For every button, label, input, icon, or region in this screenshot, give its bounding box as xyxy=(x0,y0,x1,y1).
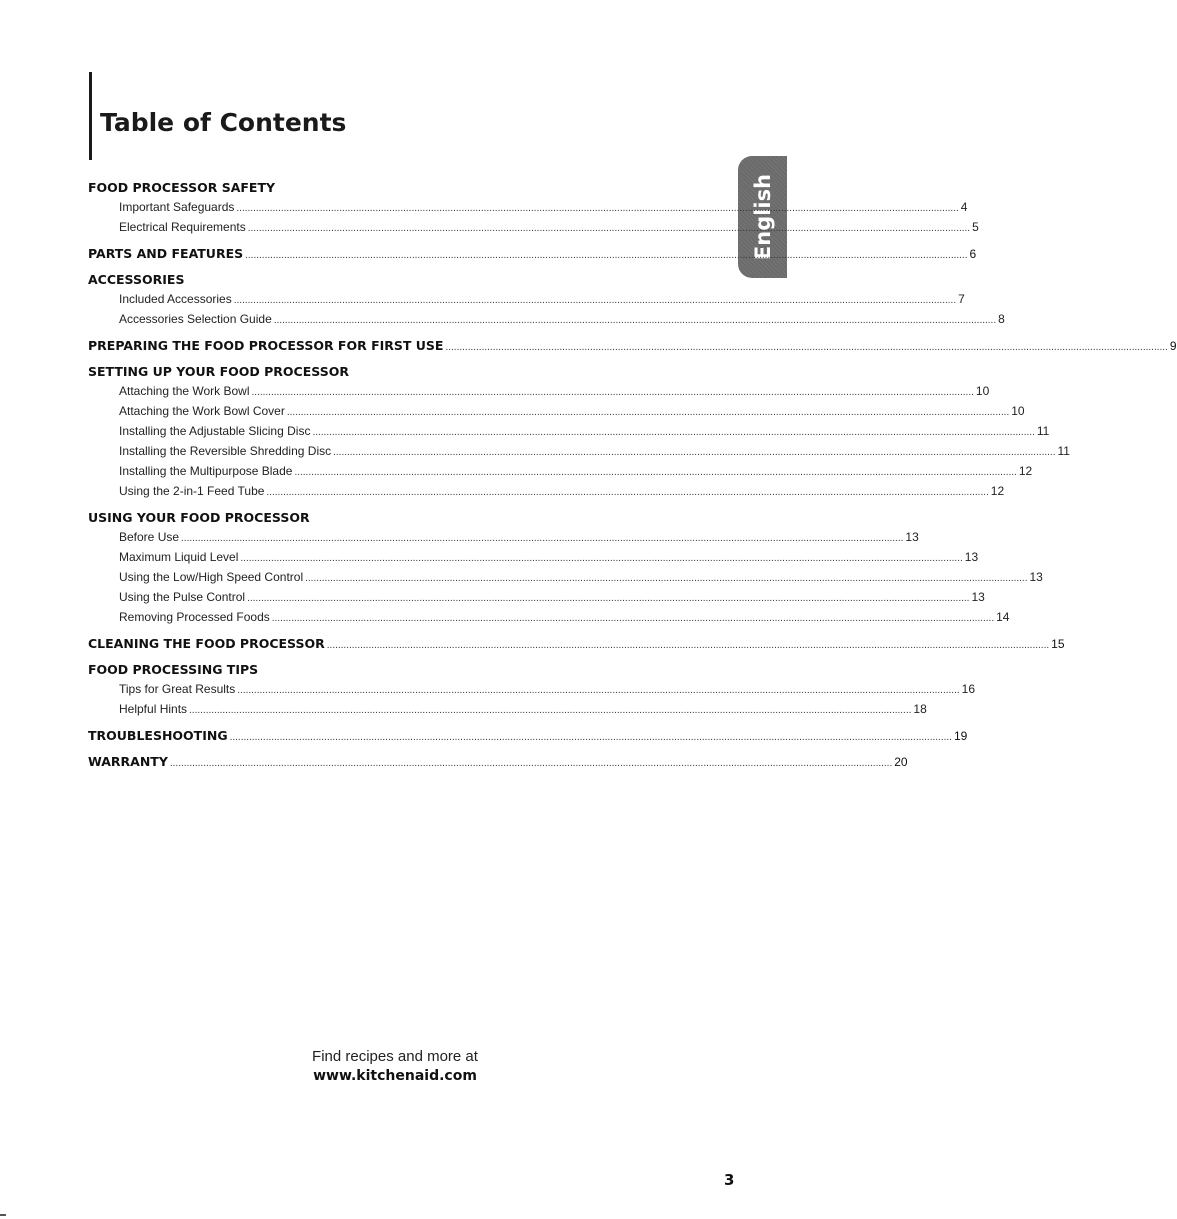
toc-entry[interactable] xyxy=(88,530,919,550)
toc-entry-label: Using the 2-in-1 Feed Tube xyxy=(119,484,265,498)
dot-leader: .................................................................................................................................................................................................................................................................... xyxy=(247,593,970,604)
language-tab-label: English xyxy=(750,173,775,261)
toc-entry[interactable] xyxy=(88,200,968,220)
toc-entry[interactable] xyxy=(88,444,1070,464)
dot-leader: .................................................................................................................................................................................................................................................................... xyxy=(247,223,971,234)
dot-leader: .................................................................................................................................................................................................................................................................... xyxy=(445,342,1168,353)
toc-entry[interactable] xyxy=(88,570,1043,590)
toc-entry-label: Tips for Great Results xyxy=(119,682,236,696)
toc-page-number: 20 xyxy=(894,755,908,769)
website-link[interactable]: www.kitchenaid.com xyxy=(313,1068,477,1084)
toc-entry-label: Removing Processed Foods xyxy=(119,610,270,624)
footer-text: Find recipes and more at xyxy=(312,1048,478,1065)
toc-entry-label: Using the Pulse Control xyxy=(119,590,246,604)
toc-entry-label: Installing the Adjustable Slicing Disc xyxy=(119,424,311,438)
toc-heading-label: FOOD PROCESSING TIPS xyxy=(88,662,259,677)
dot-leader: .................................................................................................................................................................................................................................................................... xyxy=(251,387,974,398)
dot-leader: .................................................................................................................................................................................................................................................................... xyxy=(271,613,995,624)
toc-heading-label: CLEANING THE FOOD PROCESSOR xyxy=(88,636,325,651)
dot-leader: .................................................................................................................................................................................................................................................................... xyxy=(245,250,968,261)
footer xyxy=(300,1048,490,1084)
dot-leader: .................................................................................................................................................................................................................................................................... xyxy=(236,203,959,214)
toc-page-number: 19 xyxy=(953,729,968,743)
toc-section-heading[interactable] xyxy=(88,246,977,266)
toc-entry[interactable] xyxy=(88,220,979,240)
toc-page-number: 8 xyxy=(998,312,1005,326)
toc-heading-label: USING YOUR FOOD PROCESSOR xyxy=(88,510,310,525)
toc-page-number: 9 xyxy=(1169,339,1177,353)
toc-page-number: 13 xyxy=(1029,570,1043,584)
dot-leader: .................................................................................................................................................................................................................................................................... xyxy=(237,685,960,696)
toc-page-number: 12 xyxy=(990,484,1005,498)
toc-section-heading[interactable] xyxy=(88,662,633,682)
toc-entry[interactable] xyxy=(88,590,985,610)
toc-heading-label: ACCESSORIES xyxy=(88,272,185,287)
dot-leader: .................................................................................................................................................................................................................................................................... xyxy=(312,427,1035,438)
crop-mark xyxy=(0,1214,6,1216)
toc-section-heading[interactable] xyxy=(88,754,908,774)
toc-page-number: 4 xyxy=(960,200,968,214)
toc-page-number: 16 xyxy=(961,682,975,696)
toc-entry-label: Helpful Hints xyxy=(119,702,188,716)
title-accent-bar xyxy=(89,72,92,160)
dot-leader: .................................................................................................................................................................................................................................................................... xyxy=(305,573,1028,584)
toc-heading-label: WARRANTY xyxy=(88,754,168,769)
toc-heading-label: FOOD PROCESSOR SAFETY xyxy=(88,180,276,195)
toc-page-number: 13 xyxy=(971,590,985,604)
dot-leader: .................................................................................................................................................................................................................................................................... xyxy=(286,407,1010,418)
dot-leader: .................................................................................................................................................................................................................................................................... xyxy=(240,553,963,564)
toc-section-heading[interactable] xyxy=(88,728,968,748)
page-number: 3 xyxy=(724,1171,735,1189)
dot-leader: .................................................................................................................................................................................................................................................................... xyxy=(181,533,904,544)
toc-entry-label: Using the Low/High Speed Control xyxy=(119,570,304,584)
dot-leader: .................................................................................................................................................................................................................................................................... xyxy=(229,732,952,743)
toc-page-number: 14 xyxy=(996,610,1010,624)
toc-page-number: 18 xyxy=(913,702,927,716)
toc-entry-label: Maximum Liquid Level xyxy=(119,550,239,564)
toc-page-number: 11 xyxy=(1057,444,1070,458)
toc-entry-label: Accessories Selection Guide xyxy=(119,312,272,326)
toc-section-heading[interactable] xyxy=(88,636,1065,656)
toc-entry-label: Important Safeguards xyxy=(119,200,235,214)
toc-heading-label: PREPARING THE FOOD PROCESSOR FOR FIRST USE xyxy=(88,338,444,353)
toc-entry-label: Included Accessories xyxy=(119,292,232,306)
toc-entry-label: Attaching the Work Bowl xyxy=(119,384,250,398)
toc-entry[interactable] xyxy=(88,292,965,312)
toc-entry[interactable] xyxy=(88,384,990,404)
toc-section-heading[interactable] xyxy=(88,510,633,530)
toc-page-number: 11 xyxy=(1036,424,1050,438)
dot-leader: .................................................................................................................................................................................................................................................................... xyxy=(266,487,989,498)
dot-leader: .................................................................................................................................................................................................................................................................... xyxy=(169,758,893,769)
toc-entry[interactable] xyxy=(88,682,975,702)
toc-section-heading[interactable] xyxy=(88,364,633,384)
toc-entry[interactable] xyxy=(88,484,1005,504)
toc-page-number: 12 xyxy=(1018,464,1033,478)
dot-leader: .................................................................................................................................................................................................................................................................... xyxy=(333,447,1056,458)
toc-entry-label: Electrical Requirements xyxy=(119,220,246,234)
toc-entry-label: Before Use xyxy=(119,530,180,544)
toc-heading-label: TROUBLESHOOTING xyxy=(88,728,228,743)
toc-entry-label: Attaching the Work Bowl Cover xyxy=(119,404,285,418)
toc-page-number: 15 xyxy=(1051,637,1065,651)
dot-leader: .................................................................................................................................................................................................................................................................... xyxy=(294,467,1017,478)
toc-page-number: 13 xyxy=(964,550,979,564)
toc-entry[interactable] xyxy=(88,424,1050,444)
toc-page-number: 13 xyxy=(905,530,919,544)
toc-entry[interactable] xyxy=(88,610,1010,630)
toc-page-number: 10 xyxy=(1011,404,1025,418)
toc-heading-label: SETTING UP YOUR FOOD PROCESSOR xyxy=(88,364,349,379)
dot-leader: .................................................................................................................................................................................................................................................................... xyxy=(233,295,957,306)
toc-entry[interactable] xyxy=(88,464,1033,484)
toc-entry[interactable] xyxy=(88,312,1005,332)
toc-page-number: 7 xyxy=(958,292,965,306)
toc-entry[interactable] xyxy=(88,404,1025,424)
page-title: Table of Contents xyxy=(100,108,347,137)
toc-entry[interactable] xyxy=(88,550,979,570)
toc-page-number: 10 xyxy=(975,384,990,398)
toc-section-heading[interactable] xyxy=(88,180,633,200)
toc-entry-label: Installing the Reversible Shredding Disc xyxy=(119,444,332,458)
toc-section-heading[interactable] xyxy=(88,272,633,292)
toc-page-number: 5 xyxy=(972,220,979,234)
toc-section-heading[interactable] xyxy=(88,338,1177,358)
toc-entry-label: Installing the Multipurpose Blade xyxy=(119,464,293,478)
toc-heading-label: PARTS AND FEATURES xyxy=(88,246,244,261)
dot-leader: .................................................................................................................................................................................................................................................................... xyxy=(189,705,912,716)
toc-entry[interactable] xyxy=(88,702,927,722)
dot-leader: .................................................................................................................................................................................................................................................................... xyxy=(326,640,1050,651)
toc-page-number: 6 xyxy=(969,247,977,261)
dot-leader: .................................................................................................................................................................................................................................................................... xyxy=(273,315,997,326)
